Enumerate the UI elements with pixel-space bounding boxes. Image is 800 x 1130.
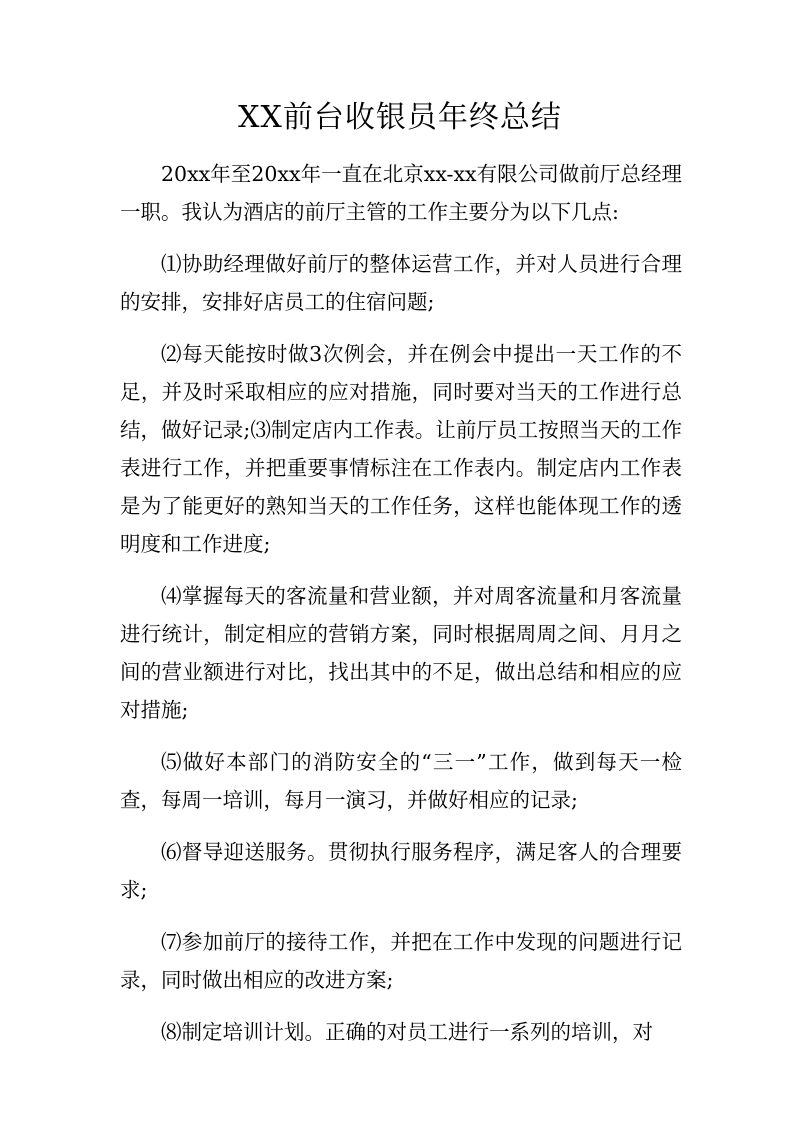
item-4-paragraph: ⑷掌握每天的客流量和营业额，并对周客流量和月客流量进行统计，制定相应的营销方案，同时根据周周之间、月月之间的营业额进行对比，找出其中的不足，做出总结和相应的应对措施; bbox=[120, 584, 682, 722]
document-body bbox=[120, 155, 682, 1065]
intro-paragraph: 20xx年至20xx年一直在北京xx-xx有限公司做前厅总经理一职。我认为酒店的前厅主管的工作主要分为以下几点: bbox=[120, 162, 682, 224]
item-8-paragraph: ⑻制定培训计划。正确的对员工进行一系列的培训，对 bbox=[161, 1020, 653, 1044]
item-7-paragraph: ⑺参加前厅的接待工作，并把在工作中发现的问题进行记录，同时做出相应的改进方案; bbox=[120, 930, 682, 992]
item-1-paragraph: ⑴协助经理做好前厅的整体运营工作，并对人员进行合理的安排，安排好店员工的住宿问题; bbox=[120, 252, 682, 314]
item-5-paragraph: ⑸做好本部门的消防安全的“三一”工作，做到每天一检查，每周一培训，每月一演习，并做好相应的记录; bbox=[120, 750, 682, 812]
item-2-3-paragraph: ⑵每天能按时做3次例会，并在例会中提出一天工作的不足，并及时采取相应的应对措施，同时要对当天的工作进行总结，做好记录;⑶制定店内工作表。让前厅员工按照当天的工作表进行工作，并把重要事情标注在工作表内。制定店内工作表是为了能更好的熟知当天的工作任务，这样也能体现工作的透明度和工作进度; bbox=[120, 342, 682, 556]
item-6-paragraph: ⑹督导迎送服务。贯彻执行服务程序，满足客人的合理要求; bbox=[120, 840, 682, 902]
document-title: XX前台收银员年终总结 bbox=[238, 100, 562, 135]
